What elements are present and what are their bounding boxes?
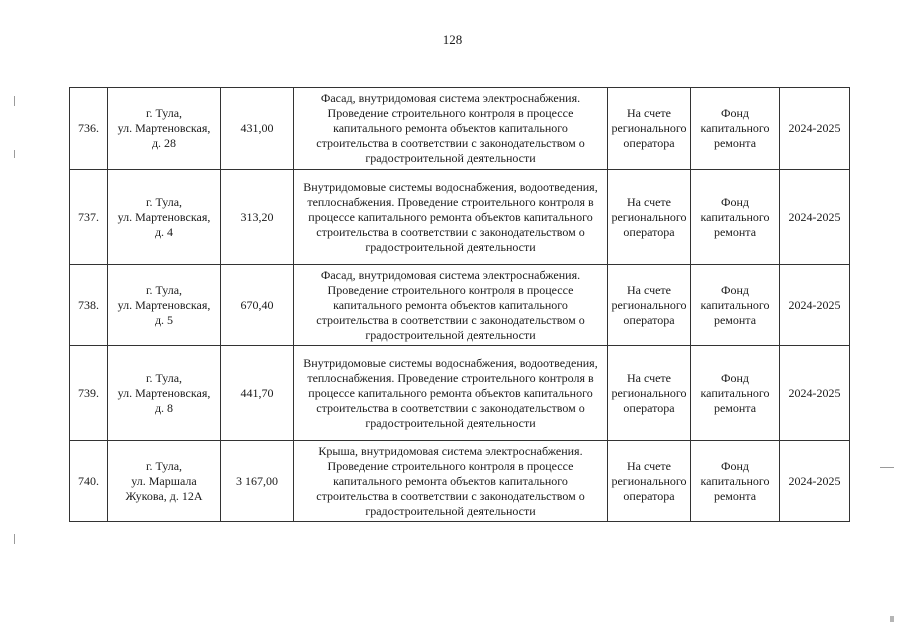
area-cell: 441,70 — [221, 346, 294, 441]
scan-mark — [14, 534, 15, 544]
row-number: 736. — [70, 88, 108, 170]
works-cell: Внутридомовые системы водоснабжения, водоотведения, теплоснабжения. Проведение строительного контроля в процессе капитального ремонта объектов капитального строительства в соответствии с законодательством о градостроительной деятельности — [294, 346, 608, 441]
row-number: 739. — [70, 346, 108, 441]
scan-mark — [14, 150, 15, 158]
address-line: д. 5 — [154, 312, 174, 327]
address-line: г. Тула, — [145, 194, 183, 209]
address-line: г. Тула, — [145, 282, 183, 297]
period-cell: 2024-2025 — [780, 88, 850, 170]
fund-cell: Фонд капитального ремонта — [691, 170, 780, 265]
page-number: 128 — [442, 32, 463, 47]
table-row — [70, 88, 850, 170]
address-line: ул. Мартеновская, — [117, 385, 211, 400]
area-cell: 431,00 — [221, 88, 294, 170]
period-cell: 2024-2025 — [780, 346, 850, 441]
address-line: д. 4 — [154, 224, 174, 239]
account-cell: На счете регионального оператора — [608, 265, 691, 346]
area-cell: 3 167,00 — [221, 441, 294, 522]
scan-mark — [880, 467, 894, 468]
address-line: ул. Мартеновская, — [117, 297, 211, 312]
scan-mark — [14, 96, 15, 106]
row-number: 738. — [70, 265, 108, 346]
table-row — [70, 265, 850, 346]
area-cell: 313,20 — [221, 170, 294, 265]
address-cell — [108, 88, 221, 170]
row-number: 737. — [70, 170, 108, 265]
table-row — [70, 346, 850, 441]
account-cell: На счете регионального оператора — [608, 88, 691, 170]
table-row — [70, 170, 850, 265]
fund-cell: Фонд капитального ремонта — [691, 346, 780, 441]
address-line: ул. Мартеновская, — [117, 209, 211, 224]
address-cell — [108, 346, 221, 441]
fund-cell: Фонд капитального ремонта — [691, 441, 780, 522]
address-line: Жукова, д. 12А — [125, 488, 203, 503]
address-line: д. 8 — [154, 400, 174, 415]
area-cell: 670,40 — [221, 265, 294, 346]
address-cell — [108, 441, 221, 522]
works-cell: Крыша, внутридомовая система электроснабжения. Проведение строительного контроля в процессе капитального ремонта объектов капитального строительства в соответствии с законодательством о градостроительной деятельности — [294, 441, 608, 522]
address-line: д. 28 — [151, 136, 177, 150]
capital-repair-table — [69, 87, 850, 522]
period-cell: 2024-2025 — [780, 441, 850, 522]
address-line: г. Тула, — [145, 370, 183, 385]
works-cell: Фасад, внутридомовая система электроснабжения. Проведение строительного контроля в процессе капитального ремонта объектов капитального строительства в соответствии с законодательством о градостроительной деятельности — [294, 88, 608, 170]
works-cell: Фасад, внутридомовая система электроснабжения. Проведение строительного контроля в процессе капитального ремонта объектов капитального строительства в соответствии с законодательством о градостроительной деятельности — [294, 265, 608, 346]
address-line: г. Тула, — [145, 106, 183, 120]
period-cell: 2024-2025 — [780, 170, 850, 265]
address-cell — [108, 170, 221, 265]
account-cell: На счете регионального оператора — [608, 170, 691, 265]
table-row — [70, 441, 850, 522]
fund-cell: Фонд капитального ремонта — [691, 88, 780, 170]
address-line: ул. Маршала — [131, 473, 197, 488]
account-cell: На счете регионального оператора — [608, 441, 691, 522]
period-cell: 2024-2025 — [780, 265, 850, 346]
row-number: 740. — [70, 441, 108, 522]
works-cell: Внутридомовые системы водоснабжения, водоотведения, теплоснабжения. Проведение строительного контроля в процессе капитального ремонта объектов капитального строительства в соответствии с законодательством о градостроительной деятельности — [294, 170, 608, 265]
address-line: ул. Мартеновская, — [117, 121, 211, 135]
account-cell: На счете регионального оператора — [608, 346, 691, 441]
scan-mark — [890, 616, 894, 622]
fund-cell: Фонд капитального ремонта — [691, 265, 780, 346]
address-cell — [108, 265, 221, 346]
address-line: г. Тула, — [145, 458, 183, 473]
